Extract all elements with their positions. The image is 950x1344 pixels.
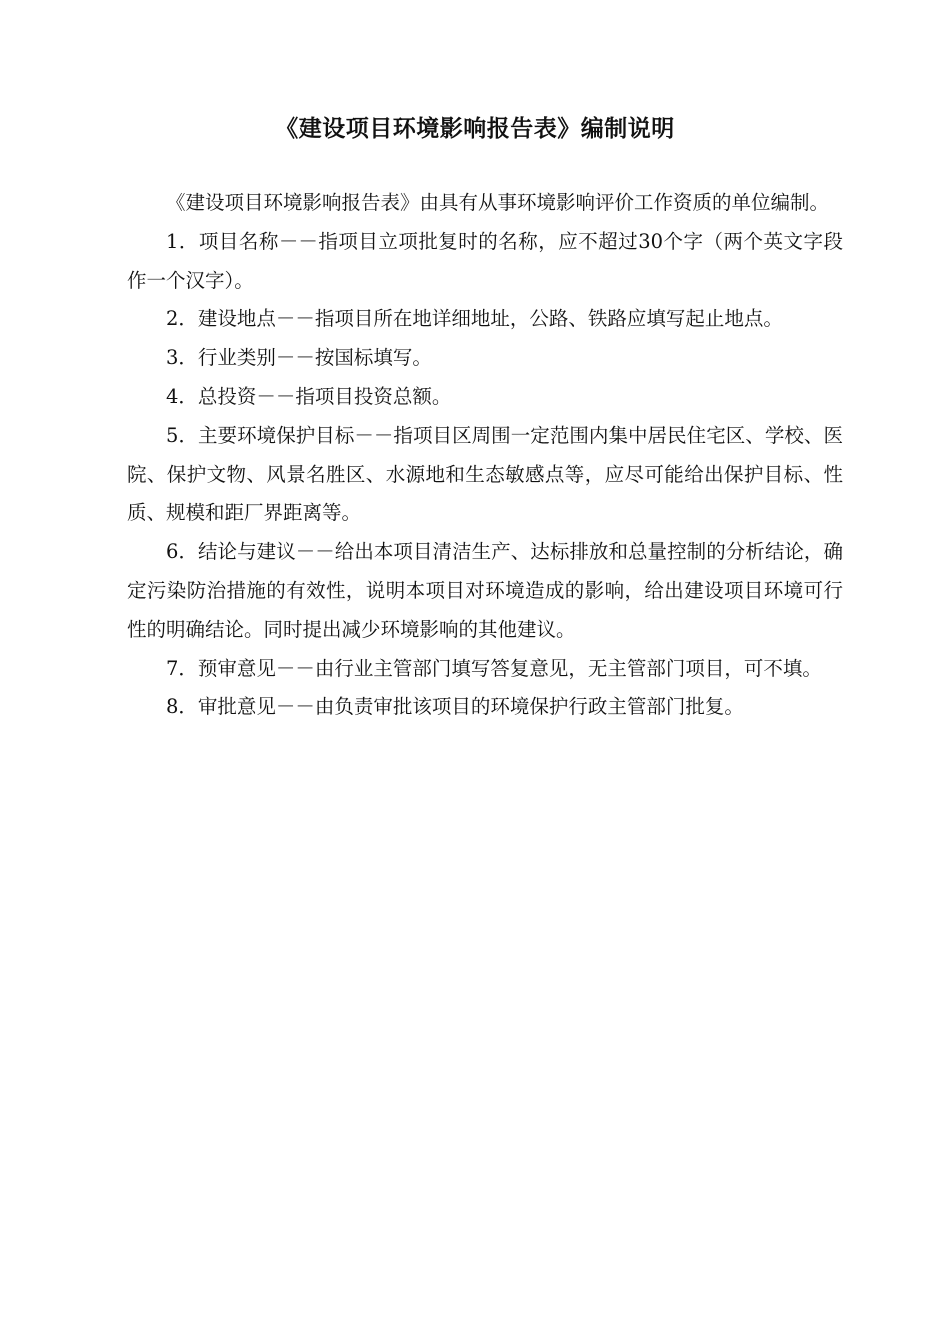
document-body [127, 184, 843, 727]
item-project-name: 1．项目名称－－指项目立项批复时的名称，应不超过30个字（两个英文字段作一个汉字）。 [127, 229, 843, 292]
item-construction-site: 2．建设地点－－指项目所在地详细地址，公路、铁路应填写起止地点。 [166, 307, 783, 331]
item-protection-targets: 5．主要环境保护目标－－指项目区周围一定范围内集中居民住宅区、学校、医院、保护文物、风景名胜区、水源地和生态敏感点等，应尽可能给出保护目标、性质、规模和距厂界距离等。 [127, 423, 843, 525]
item-approval-opinion: 8．审批意见－－由负责审批该项目的环境保护行政主管部门批复。 [166, 695, 744, 719]
item-preliminary-review: 7．预审意见－－由行业主管部门填写答复意见，无主管部门项目，可不填。 [166, 656, 822, 680]
item-total-investment: 4．总投资－－指项目投资总额。 [166, 384, 452, 408]
intro-paragraph: 《建设项目环境影响报告表》由具有从事环境影响评价工作资质的单位编制。 [166, 191, 830, 214]
document-title: 《建设项目环境影响报告表》编制说明 [275, 115, 675, 142]
item-industry-category: 3．行业类别－－按国标填写。 [166, 346, 432, 370]
item-conclusions: 6．结论与建议－－给出本项目清洁生产、达标排放和总量控制的分析结论，确定污染防治措施的有效性，说明本项目对环境造成的影响，给出建设项目环境可行性的明确结论。同时提出减少环境影响的其他建议。 [127, 540, 843, 641]
